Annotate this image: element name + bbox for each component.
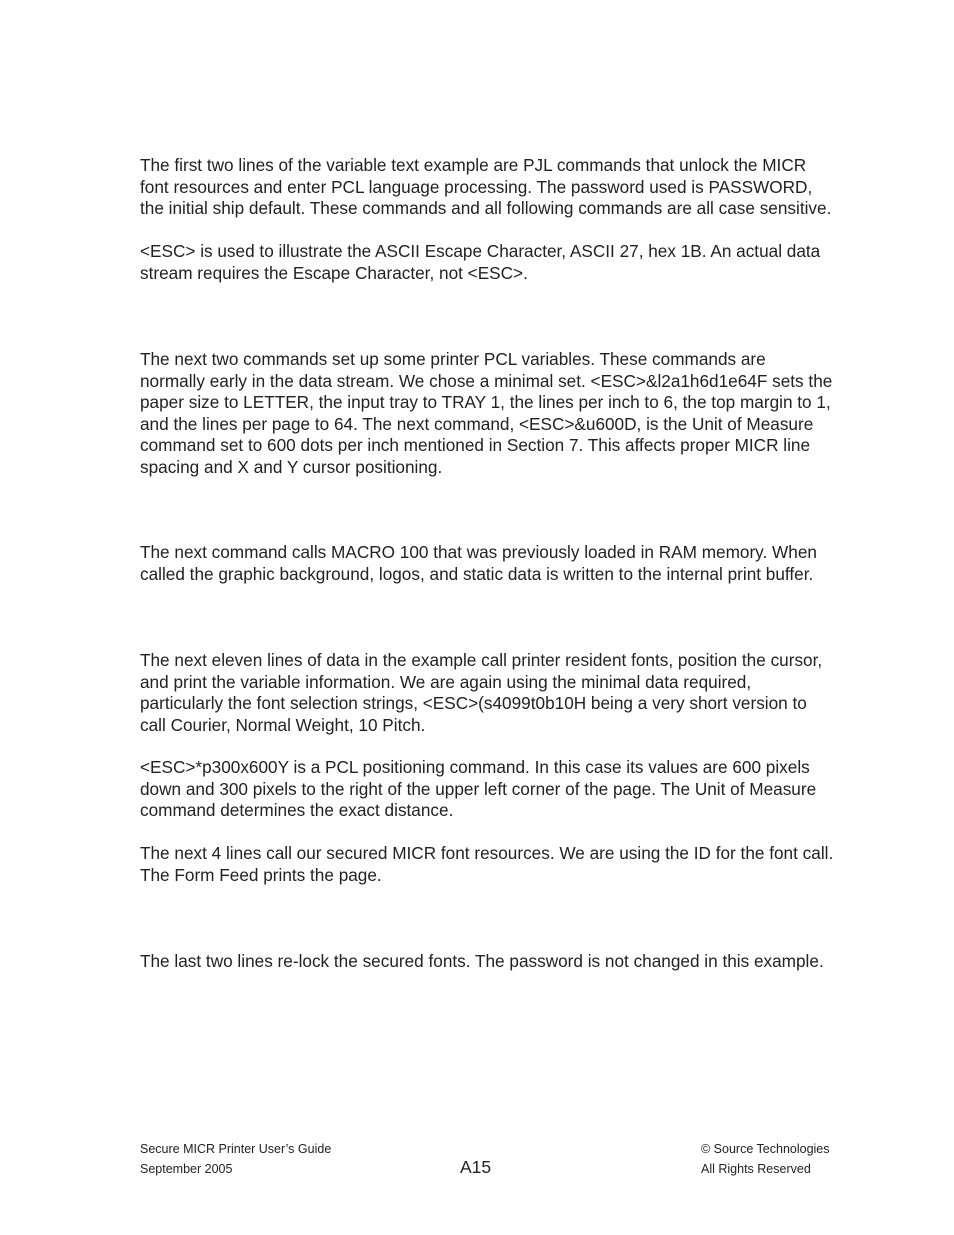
paragraph-pjl-commands bbox=[140, 155, 910, 220]
text-line: call Courier, Normal Weight, 10 Pitch. bbox=[140, 714, 426, 735]
text-line: The Form Feed prints the page. bbox=[140, 864, 382, 885]
text-line: font resources and enter PCL language processing. The password used is PASSWORD, bbox=[140, 176, 813, 197]
footer-rights: All Rights Reserved bbox=[701, 1162, 811, 1176]
paragraph-micr-fonts bbox=[140, 843, 910, 886]
text-line: command determines the exact distance. bbox=[140, 800, 454, 820]
footer-date: September 2005 bbox=[140, 1162, 233, 1176]
paragraph-relock-fonts bbox=[140, 951, 910, 973]
paragraph-macro-call bbox=[140, 542, 910, 585]
text-line: the initial ship default. These commands and all following commands are all case sensitive. bbox=[140, 198, 832, 218]
text-line: The last two lines re-lock the secured fonts. The password is not changed in this example. bbox=[140, 951, 824, 971]
text-line: <ESC>*p300x600Y is a PCL positioning command. In this case its values are 600 pixels bbox=[140, 757, 810, 777]
text-line: and print the variable information. We are again using the minimal data required, bbox=[140, 671, 752, 692]
text-line: called the graphic background, logos, and static data is written to the internal print buffer. bbox=[140, 563, 814, 584]
text-line: down and 300 pixels to the right of the upper left corner of the page. The Unit of Measure bbox=[140, 778, 817, 799]
paragraph-resident-fonts bbox=[140, 650, 910, 736]
text-line: The next 4 lines call our secured MICR font resources. We are using the ID for the font call. bbox=[140, 843, 834, 863]
footer-document-title: Secure MICR Printer User’s Guide bbox=[140, 1142, 332, 1156]
text-line: <ESC> is used to illustrate the ASCII Escape Character, ASCII 27, hex 1B. An actual data bbox=[140, 241, 821, 261]
text-line: The next command calls MACRO 100 that was previously loaded in RAM memory. When bbox=[140, 542, 817, 562]
text-line: The next two commands set up some printer PCL variables. These commands are bbox=[140, 349, 766, 369]
paragraph-pcl-variables bbox=[140, 349, 910, 478]
text-line: and the lines per page to 64. The next command, <ESC>&u600D, is the Unit of Measure bbox=[140, 413, 814, 434]
text-line: stream requires the Escape Character, not <ESC>. bbox=[140, 262, 528, 283]
text-line: spacing and X and Y cursor positioning. bbox=[140, 456, 443, 477]
text-line: command set to 600 dots per inch mentioned in Section 7. This affects proper MICR line bbox=[140, 435, 811, 455]
text-line: particularly the font selection strings, <ESC>(s4099t0b10H being a very short version to bbox=[140, 693, 807, 713]
text-line: normally early in the data stream. We chose a minimal set. <ESC>&l2a1h6d1e64F sets the bbox=[140, 370, 833, 391]
page-number: A15 bbox=[460, 1157, 492, 1177]
text-line: The next eleven lines of data in the example call printer resident fonts, position the cursor, bbox=[140, 650, 823, 670]
paragraph-positioning-command bbox=[140, 757, 910, 822]
text-line: The first two lines of the variable text example are PJL commands that unlock the MICR bbox=[140, 155, 807, 175]
footer-copyright: © Source Technologies bbox=[701, 1142, 830, 1156]
text-line: paper size to LETTER, the input tray to TRAY 1, the lines per inch to 6, the top margin to 1, bbox=[140, 392, 831, 412]
paragraph-esc-character bbox=[140, 241, 910, 284]
